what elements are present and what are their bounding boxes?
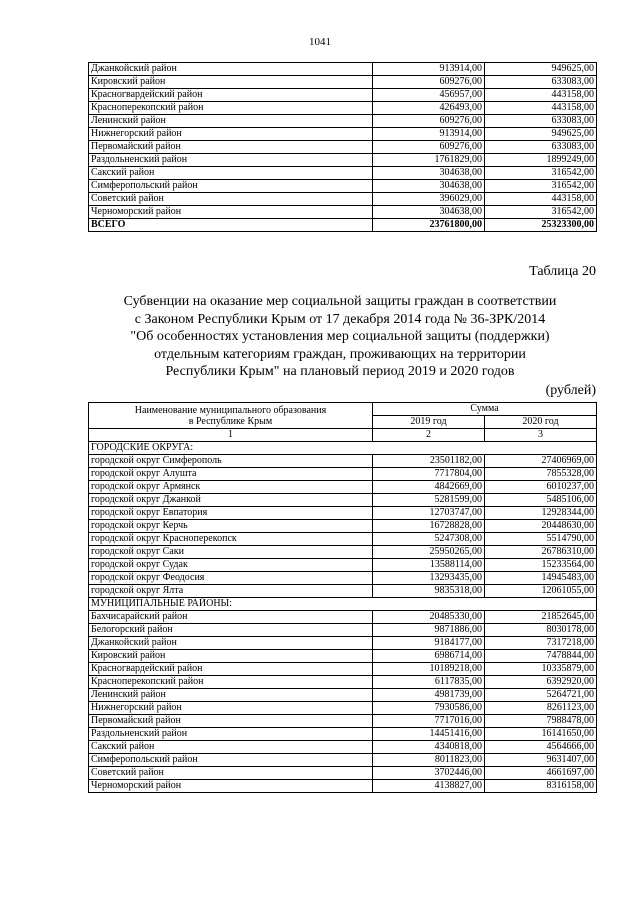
amount-cell-2020: 8030178,00 — [485, 624, 597, 637]
table-row — [89, 637, 597, 650]
amount-cell-2019: 396029,00 — [373, 193, 485, 206]
table-row — [89, 663, 597, 676]
amount-cell-2019: 304638,00 — [373, 167, 485, 180]
municipality-cell: Белогорский район — [89, 624, 373, 637]
amount-cell-2019: 609276,00 — [373, 141, 485, 154]
table-row — [89, 741, 597, 754]
amount-cell-2020: 6010237,00 — [485, 481, 597, 494]
table-row — [89, 689, 597, 702]
amount-cell-2019: 5247308,00 — [373, 533, 485, 546]
table-row — [89, 63, 597, 76]
table-row — [89, 494, 597, 507]
amount-cell-2019: 25950265,00 — [373, 546, 485, 559]
title-line: с Законом Республики Крым от 17 декабря 2014 года № 36-ЗРК/2014 — [134, 311, 546, 327]
amount-cell-2019: 426493,00 — [373, 102, 485, 115]
section-heading: МУНИЦИПАЛЬНЫЕ РАЙОНЫ: — [89, 598, 597, 611]
amount-cell-2020: 27406969,00 — [485, 455, 597, 468]
amount-cell-2020: 7855328,00 — [485, 468, 597, 481]
table-row — [89, 102, 597, 115]
amount-cell-2019: 23761800,00 — [373, 219, 485, 232]
municipality-cell: Советский район — [89, 193, 373, 206]
amount-cell-2019: 9184177,00 — [373, 637, 485, 650]
table-row — [89, 193, 597, 206]
municipality-cell: городской округ Армянск — [89, 481, 373, 494]
amount-cell-2020: 633083,00 — [485, 76, 597, 89]
amount-cell-2020: 20448630,00 — [485, 520, 597, 533]
amount-cell-2020: 443158,00 — [485, 102, 597, 115]
amount-cell-2019: 4340818,00 — [373, 741, 485, 754]
amount-cell-2020: 949625,00 — [485, 128, 597, 141]
table-row — [89, 141, 597, 154]
amount-cell-2020: 8261123,00 — [485, 702, 597, 715]
amount-cell-2019: 20485330,00 — [373, 611, 485, 624]
municipality-cell: городской округ Феодосия — [89, 572, 373, 585]
amount-cell-2020: 7478844,00 — [485, 650, 597, 663]
amount-cell-2019: 16728828,00 — [373, 520, 485, 533]
amount-cell-2020: 5264721,00 — [485, 689, 597, 702]
amount-cell-2019: 12703747,00 — [373, 507, 485, 520]
table-row — [89, 128, 597, 141]
amount-cell-2019: 7717804,00 — [373, 468, 485, 481]
amount-cell-2020: 25323300,00 — [485, 219, 597, 232]
amount-cell-2019: 4981739,00 — [373, 689, 485, 702]
municipality-cell: городской округ Симферополь — [89, 455, 373, 468]
header-col-number: 1 — [89, 429, 373, 442]
municipality-cell: Черноморский район — [89, 780, 373, 793]
amount-cell-2020: 1899249,00 — [485, 154, 597, 167]
table-row — [89, 676, 597, 689]
table-row — [89, 702, 597, 715]
amount-cell-2019: 6117835,00 — [373, 676, 485, 689]
amount-cell-2019: 9871886,00 — [373, 624, 485, 637]
header-name-line1: Наименование муниципального образования — [134, 404, 327, 416]
amount-cell-2019: 13588114,00 — [373, 559, 485, 572]
header-row — [89, 403, 597, 416]
municipality-cell: Симферопольский район — [89, 180, 373, 193]
amount-cell-2020: 4564666,00 — [485, 741, 597, 754]
amount-cell-2020: 14945483,00 — [485, 572, 597, 585]
amount-cell-2019: 1761829,00 — [373, 154, 485, 167]
table-row — [89, 728, 597, 741]
section-row — [89, 598, 597, 611]
amount-cell-2019: 23501182,00 — [373, 455, 485, 468]
municipality-cell: Черноморский район — [89, 206, 373, 219]
municipality-cell: Первомайский район — [89, 715, 373, 728]
amount-cell-2019: 10189218,00 — [373, 663, 485, 676]
amount-cell-2020: 633083,00 — [485, 115, 597, 128]
municipality-cell: городской округ Алушта — [89, 468, 373, 481]
municipality-cell: Первомайский район — [89, 141, 373, 154]
table-row — [89, 559, 597, 572]
table-row — [89, 89, 597, 102]
amount-cell-2019: 913914,00 — [373, 128, 485, 141]
table-row — [89, 715, 597, 728]
header-year-2020: 2020 год — [485, 416, 597, 429]
table-row — [89, 780, 597, 793]
amount-cell-2020: 316542,00 — [485, 206, 597, 219]
municipality-cell: Красноперекопский район — [89, 676, 373, 689]
municipality-cell: Красноперекопский район — [89, 102, 373, 115]
amount-cell-2020: 316542,00 — [485, 180, 597, 193]
amount-cell-2020: 26786310,00 — [485, 546, 597, 559]
table-row — [89, 624, 597, 637]
table-row — [89, 754, 597, 767]
amount-cell-2020: 8316158,00 — [485, 780, 597, 793]
municipality-cell: Нижнегорский район — [89, 702, 373, 715]
table-row — [89, 507, 597, 520]
municipality-cell: городской округ Евпатория — [89, 507, 373, 520]
municipality-cell: Кировский район — [89, 76, 373, 89]
unit-label: (рублей) — [545, 383, 596, 398]
table-row — [89, 468, 597, 481]
header-sum: Сумма — [373, 403, 597, 416]
municipality-cell: городской округ Ялта — [89, 585, 373, 598]
municipality-cell: Ленинский район — [89, 689, 373, 702]
amount-cell-2019: 13293435,00 — [373, 572, 485, 585]
amount-cell-2020: 633083,00 — [485, 141, 597, 154]
amount-cell-2020: 443158,00 — [485, 193, 597, 206]
amount-cell-2020: 316542,00 — [485, 167, 597, 180]
table-row — [89, 572, 597, 585]
amount-cell-2020: 10335879,00 — [485, 663, 597, 676]
municipality-cell: Красногвардейский район — [89, 89, 373, 102]
table-row — [89, 533, 597, 546]
municipality-cell: городской округ Керчь — [89, 520, 373, 533]
amount-cell-2020: 9631407,00 — [485, 754, 597, 767]
amount-cell-2019: 6986714,00 — [373, 650, 485, 663]
amount-cell-2020: 5514790,00 — [485, 533, 597, 546]
table-row — [89, 115, 597, 128]
municipality-cell: Раздольненский район — [89, 728, 373, 741]
table-row — [89, 206, 597, 219]
table-row — [89, 585, 597, 598]
amount-cell-2020: 7317218,00 — [485, 637, 597, 650]
amount-cell-2019: 304638,00 — [373, 206, 485, 219]
amount-cell-2020: 443158,00 — [485, 89, 597, 102]
amount-cell-2019: 456957,00 — [373, 89, 485, 102]
amount-cell-2019: 609276,00 — [373, 76, 485, 89]
amount-cell-2020: 21852645,00 — [485, 611, 597, 624]
subvention-table — [88, 402, 597, 793]
amount-cell-2019: 913914,00 — [373, 63, 485, 76]
title-line: Субвенции на оказание мер социальной защиты граждан в соответствии — [123, 294, 557, 309]
amount-cell-2020: 16141650,00 — [485, 728, 597, 741]
municipality-cell: Джанкойский район — [89, 63, 373, 76]
table-row — [89, 520, 597, 533]
table-row — [89, 455, 597, 468]
amount-cell-2019: 7930586,00 — [373, 702, 485, 715]
municipality-cell: городской округ Джанкой — [89, 494, 373, 507]
municipality-cell: городской округ Красноперекопск — [89, 533, 373, 546]
amount-cell-2019: 304638,00 — [373, 180, 485, 193]
amount-cell-2019: 4138827,00 — [373, 780, 485, 793]
municipality-cell: Бахчисарайский район — [89, 611, 373, 624]
table-row — [89, 481, 597, 494]
amount-cell-2019: 14451416,00 — [373, 728, 485, 741]
municipality-cell: Симферопольский район — [89, 754, 373, 767]
amount-cell-2019: 7717016,00 — [373, 715, 485, 728]
amount-cell-2020: 5485106,00 — [485, 494, 597, 507]
municipality-cell: городской округ Саки — [89, 546, 373, 559]
amount-cell-2019: 3702446,00 — [373, 767, 485, 780]
municipality-cell: Красногвардейский район — [89, 663, 373, 676]
municipality-cell: Советский район — [89, 767, 373, 780]
header-col-number: 3 — [485, 429, 597, 442]
continued-table — [88, 62, 597, 232]
amount-cell-2019: 9835318,00 — [373, 585, 485, 598]
table-row — [89, 167, 597, 180]
amount-cell-2019: 8011823,00 — [373, 754, 485, 767]
amount-cell-2019: 609276,00 — [373, 115, 485, 128]
amount-cell-2020: 6392920,00 — [485, 676, 597, 689]
section-heading: ГОРОДСКИЕ ОКРУГА: — [89, 442, 597, 455]
amount-cell-2019: 4842669,00 — [373, 481, 485, 494]
amount-cell-2020: 12928344,00 — [485, 507, 597, 520]
amount-cell-2020: 7988478,00 — [485, 715, 597, 728]
municipality-cell: городской округ Судак — [89, 559, 373, 572]
municipality-cell: Раздольненский район — [89, 154, 373, 167]
amount-cell-2020: 15233564,00 — [485, 559, 597, 572]
municipality-cell: Кировский район — [89, 650, 373, 663]
amount-cell-2019: 5281599,00 — [373, 494, 485, 507]
header-name-line2: в Республике Крым — [188, 415, 273, 427]
municipality-cell: Джанкойский район — [89, 637, 373, 650]
amount-cell-2020: 12061055,00 — [485, 585, 597, 598]
table-title — [70, 293, 610, 381]
table-row — [89, 650, 597, 663]
header-name-cell — [89, 403, 373, 429]
title-line: "Об особенностях установления мер социальной защиты (поддержки) — [130, 329, 550, 344]
amount-cell-2020: 949625,00 — [485, 63, 597, 76]
municipality-cell: Сакский район — [89, 741, 373, 754]
title-line: отдельным категориям граждан, проживающих на территории — [154, 346, 526, 362]
table-row — [89, 546, 597, 559]
section-row — [89, 442, 597, 455]
municipality-cell: Ленинский район — [89, 115, 373, 128]
table-row — [89, 219, 597, 232]
title-line: Республики Крым" на плановый период 2019 и 2020 годов — [165, 364, 515, 379]
table-row — [89, 611, 597, 624]
table-row — [89, 154, 597, 167]
municipality-cell: Сакский район — [89, 167, 373, 180]
table-label: Таблица 20 — [529, 264, 596, 279]
municipality-cell: Нижнегорский район — [89, 128, 373, 141]
header-col-number: 2 — [373, 429, 485, 442]
header-numbers-row — [89, 429, 597, 442]
table-row — [89, 180, 597, 193]
municipality-cell: ВСЕГО — [89, 219, 373, 232]
header-year-2019: 2019 год — [373, 416, 485, 429]
page-number: 1041 — [309, 36, 331, 48]
table-row — [89, 76, 597, 89]
amount-cell-2020: 4661697,00 — [485, 767, 597, 780]
table-row — [89, 767, 597, 780]
